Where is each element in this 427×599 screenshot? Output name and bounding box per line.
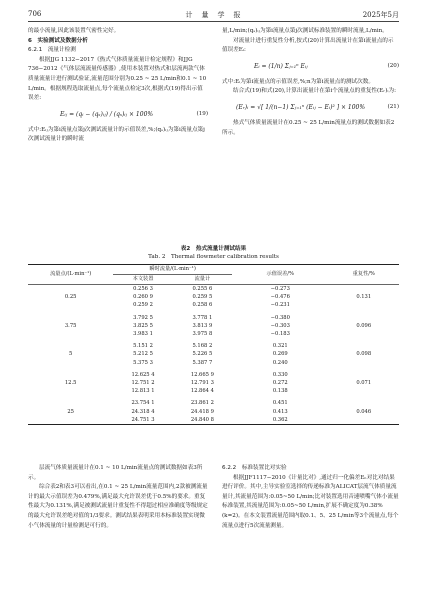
paragraph: 的最小流量,因此该装置气密性完好。 <box>28 28 120 34</box>
table-row <box>28 399 399 407</box>
equation-number: (21) <box>387 104 399 111</box>
right-column-bottom <box>222 464 399 531</box>
cell-device-flow: 0.259 2 <box>133 302 153 309</box>
journal-title: 计 量 学 报 <box>185 11 242 19</box>
cell-device-flow: 5.151 2 <box>133 343 153 350</box>
paragraph: 热式气体质量流量计在0.25 ~ 25 L/min流量点的测试数据如表2所示。 <box>222 119 395 136</box>
table-row <box>28 342 399 350</box>
paragraph: 对流量计进行重复性分析,按式(20)计算出流量计在第i流量点的示值误差Eᵢ: <box>222 37 394 54</box>
paragraph: 层流气体质量流量计在0.1 ~ 10 L/min流量点的测试数据如表3所示。 <box>28 465 203 481</box>
cell-meter-flow: 12.864 4 <box>190 388 214 395</box>
cell-indication-error: −0.303 <box>270 322 290 329</box>
cell-repeatability: 0.071 <box>356 380 372 387</box>
section-heading: 6 实验测试及数据分析 <box>28 37 88 44</box>
cell-device-flow: 3.983 1 <box>133 331 153 338</box>
cell-repeatability: 0.098 <box>356 351 372 358</box>
cell-indication-error: −0.231 <box>270 302 290 309</box>
cell-indication-error: 0.413 <box>272 408 288 415</box>
header-flow-point: 流量点/(L·min⁻¹) <box>28 265 113 285</box>
cell-device-flow: 0.260 9 <box>133 294 153 301</box>
table-row <box>28 314 399 322</box>
left-column-bottom <box>28 464 208 531</box>
cell-flow-point: 0.25 <box>64 294 77 301</box>
cell-meter-flow: 12.665 9 <box>190 371 214 378</box>
cell-meter-flow: 0.259 5 <box>192 294 213 301</box>
cell-device-flow: 24.318 4 <box>131 408 155 415</box>
paragraph: 根据JJF1117−2010《计量比对》,通过归一化偏差Eₙ对比对结果进行评价。其中,主导实验室选择的传递标准为ALICAT层流气体质量流量计,其流量范围为:0.05~50 L/min;比对装置选用音速喷嘴气体小流量标准装置,其流量范围为:0.05~50 L/min,扩展不确定度为0.38%(k=2)。在本文装置流量范围内取0.1、5、25 L/min等3个流量点,每个流量点进行5次流量测量。 <box>222 474 399 529</box>
cell-device-flow: 3.792 5 <box>133 314 153 321</box>
cell-meter-flow: 5.168 2 <box>192 343 213 350</box>
equation-number: (19) <box>196 110 208 117</box>
cell-flow-point: 25 <box>28 399 113 424</box>
cell-flow-point: 12.5 <box>64 380 77 387</box>
cell-indication-error: 0.269 <box>272 351 288 358</box>
cell-meter-flow: 0.255 6 <box>192 286 213 292</box>
equation-body: Eᵢ = (1/n) Σⱼ₌₁ⁿ Eᵢⱼ <box>254 62 308 70</box>
cell-meter-flow: 12.791 3 <box>190 380 214 387</box>
paragraph: 式中:Eᵢⱼ为第i流量点第j次测试流量计的示值误差,%;(qₛ)ᵢⱼ为第i流量点第j次测试流量计的瞬时流 <box>28 126 205 143</box>
cell-indication-error: −0.380 <box>270 314 290 321</box>
cell-indication-error: −0.183 <box>270 331 290 338</box>
cell-device-flow: 24.751 3 <box>113 416 172 425</box>
equation-21 <box>222 97 399 119</box>
header-meter: 流量计 <box>173 275 232 285</box>
cell-repeatability: 0.096 <box>356 322 372 329</box>
cell-flow-point: 3.75 <box>64 322 77 329</box>
table-row <box>28 371 399 379</box>
page-number: 706 <box>28 10 42 18</box>
cell-meter-flow: 3.778 1 <box>192 314 213 321</box>
equation-19 <box>28 104 208 126</box>
right-column-top <box>222 27 399 138</box>
table-body <box>28 285 399 425</box>
table-2 <box>28 245 399 425</box>
table-caption-english: Tab. 2 Thermal flowmeter calibration results <box>148 254 279 260</box>
paragraph: 结合式(19)和式(20),计算出流量计在第i个流量点的重复性(Eᵣ)ᵢ为: <box>233 88 396 95</box>
cell-device-flow: 3.825 5 <box>133 322 153 329</box>
cell-indication-error: 0.330 <box>272 371 288 378</box>
cell-meter-flow: 3.975 8 <box>192 331 213 338</box>
cell-device-flow: 12.625 4 <box>131 371 155 378</box>
header-device: 本文装置 <box>113 275 172 285</box>
subsection-heading: 6.2.1 流量计检测 <box>28 47 76 54</box>
cell-indication-error: 0.240 <box>272 359 288 366</box>
cell-indication-error: 0.138 <box>272 388 288 395</box>
paragraph: 量,L/min;(qₛ)ᵢⱼ为第i流量点第j次测试标准装置的瞬时流量,L/min。 <box>222 28 388 34</box>
issue-date: 2025年5月 <box>362 11 399 19</box>
cell-repeatability: 0.131 <box>356 294 372 301</box>
cell-indication-error: 0.451 <box>272 400 288 407</box>
equation-number: (20) <box>387 62 399 69</box>
cell-meter-flow: 5.226 5 <box>192 351 213 358</box>
cell-device-flow: 23.754 1 <box>131 400 155 407</box>
header-instant-flow: 瞬时流量/(L·min⁻¹) <box>113 265 232 275</box>
header-rule <box>28 21 399 22</box>
cell-repeatability: 0.046 <box>329 399 400 424</box>
cell-meter-flow: 24.840 8 <box>173 416 232 425</box>
cell-device-flow: 5.212 5 <box>133 351 153 358</box>
subsection-heading: 6.2.2 标准装置比对实验 <box>222 465 287 471</box>
paragraph: 根据JJG 1132−2017《热式气体质量流量计检定规程》和JJG 736−2012《气体层流流量传感器》,使用本装置对热式和层流两款气体质量流量计进行测试验证,流量范围分别为0.25 ~ 25 L/min和0.1 ~ 10 L/min。根据规程选取流量点,每个流量点检定3次,根据式(19)得出示值误差: <box>28 56 207 102</box>
equation-20 <box>222 56 399 78</box>
cell-device-flow: 12.751 2 <box>131 380 155 387</box>
cell-device-flow: 12.813 1 <box>131 388 155 395</box>
header-indication-error: 示值误差/% <box>232 265 328 285</box>
cell-meter-flow: 23.861 2 <box>190 400 214 407</box>
cell-meter-flow: 24.418 9 <box>190 408 214 415</box>
results-table <box>28 264 399 425</box>
table-caption: 表2 热式流量计测试结果 <box>180 246 247 252</box>
cell-indication-error: 0.272 <box>272 380 288 387</box>
cell-indication-error: 0.321 <box>272 343 288 350</box>
header-repeatability: 重复性/% <box>329 265 400 285</box>
cell-meter-flow: 3.813 9 <box>192 322 213 329</box>
cell-device-flow: 0.256 3 <box>133 286 153 292</box>
left-column-top <box>28 27 208 145</box>
cell-meter-flow: 0.258 6 <box>192 302 213 309</box>
cell-meter-flow: 5.387 7 <box>192 359 213 366</box>
cell-indication-error: −0.476 <box>270 294 290 301</box>
cell-indication-error: −0.273 <box>270 286 290 292</box>
equation-body: Eᵢⱼ = (qᵢ − (qₛ)ᵢⱼ) / (qₛ)ᵢⱼ × 100% <box>60 110 154 118</box>
cell-flow-point: 5 <box>69 351 73 358</box>
equation-body: (Eᵣ)ᵢ = √[ 1/(n−1) Σⱼ₌₁ⁿ (Eᵢⱼ − Eᵢ)² ] × 100% <box>236 104 366 112</box>
table-row <box>28 285 399 294</box>
cell-device-flow: 5.375 3 <box>133 359 153 366</box>
paragraph: 综合表2和表3可以看出,在0.1 ~ 25 L/min流量范围内,2款被测流量计的最大示值误差为0.479%,满足最大允许误差优于0.5%的要求。重复性最大为0.131%,满足被测试流量计重复性不得超过相应准确度等级规定的最大允许误差绝对值的1/3要求。测试结果表明采用本标准装置实现微小气体流量的计量检测是可行的。 <box>28 484 208 529</box>
cell-indication-error: 0.362 <box>232 416 328 425</box>
paragraph: 式中:Eᵢ为第i流量点的示值误差,%;n为第i流量点的测试次数。 <box>222 78 374 85</box>
